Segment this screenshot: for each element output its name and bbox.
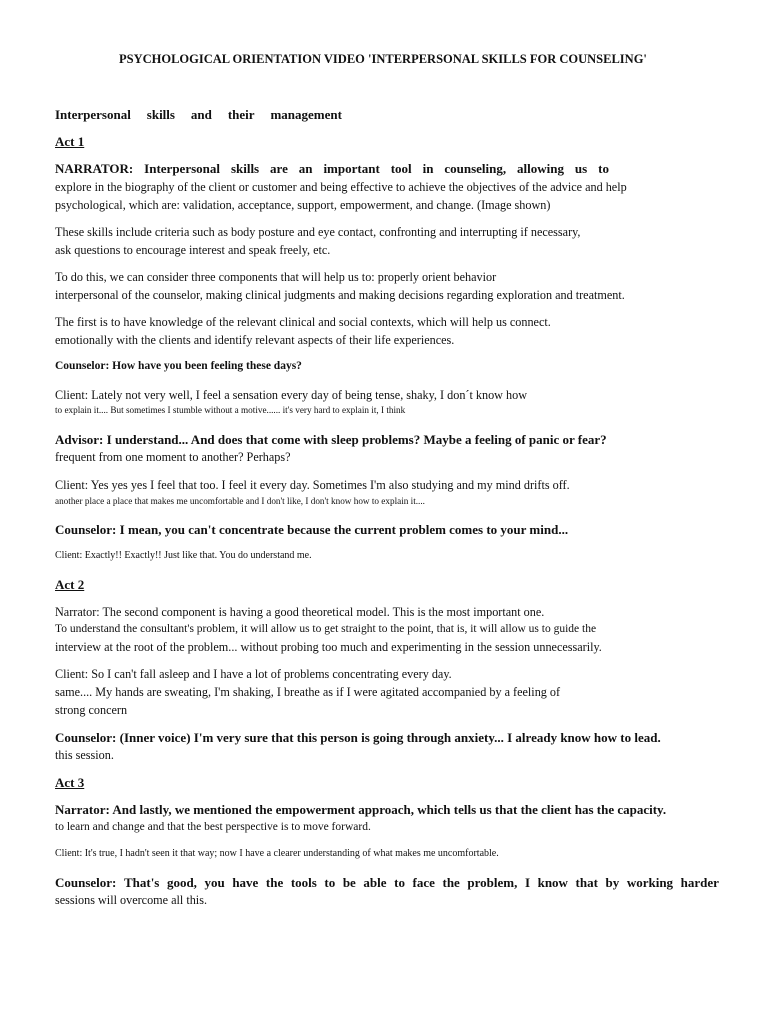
paragraph-line: The first is to have knowledge of the relevant clinical and social contexts, which will help us connect. bbox=[55, 315, 551, 329]
document-title: PSYCHOLOGICAL ORIENTATION VIDEO 'INTERPERSONAL SKILLS FOR COUNSELING' bbox=[119, 52, 647, 66]
client-line: same.... My hands are sweating, I'm shaking, I breathe as if I were agitated accompanied by a feeling of bbox=[55, 685, 561, 699]
counselor-final-line: Counselor: That's good, you have the tools to be able to face the problem, I know that by working harder bbox=[55, 875, 719, 890]
client-line: Client: It's true, I hadn't seen it that way; now I have a clearer understanding of what makes me uncomfortable. bbox=[55, 848, 499, 859]
client-line: another place a place that makes me uncomfortable and I don't like, I don't know how to explain it.... bbox=[55, 496, 425, 506]
act-2-label: Act 2 bbox=[55, 577, 85, 592]
paragraph-line: to learn and change and that the best perspective is to move forward. bbox=[55, 821, 371, 833]
advisor-line: Advisor: I understand... And does that come with sleep problems? Maybe a feeling of panic or fear? bbox=[55, 432, 607, 447]
paragraph-line: emotionally with the clients and identify relevant aspects of their life experiences. bbox=[55, 333, 455, 347]
narrator-line: Narrator: And lastly, we mentioned the empowerment approach, which tells us that the client has the capacity. bbox=[55, 802, 667, 817]
paragraph-line: interpersonal of the counselor, making clinical judgments and making decisions regarding exploration and treatment. bbox=[55, 288, 625, 302]
act-1-label: Act 1 bbox=[55, 134, 85, 149]
counselor-line: this session. bbox=[55, 748, 114, 762]
counselor-line: Counselor: How have you been feeling these days? bbox=[55, 360, 302, 372]
paragraph-line: interview at the root of the problem... without probing too much and experimenting in the session unnecessarily. bbox=[55, 640, 602, 654]
paragraph-line: psychological, which are: validation, acceptance, support, empowerment, and change. (Image shown) bbox=[55, 198, 551, 212]
client-line: to explain it.... But sometimes I stumble without a motive...... it's very hard to explain it, I think bbox=[55, 405, 406, 415]
counselor-line: Counselor: I mean, you can't concentrate because the current problem comes to your mind... bbox=[55, 522, 569, 537]
client-line: Client: Lately not very well, I feel a sensation every day of being tense, shaky, I don´t know how bbox=[55, 388, 528, 402]
narrator-line: Narrator: The second component is having a good theoretical model. This is the most important one. bbox=[55, 605, 545, 619]
act-3-label: Act 3 bbox=[55, 775, 85, 790]
paragraph-line: explore in the biography of the client or customer and being effective to achieve the objectives of the advice and help bbox=[55, 180, 627, 194]
paragraph-line: To understand the consultant's problem, it will allow us to get straight to the point, that is, it will allow us to guide the bbox=[55, 623, 597, 635]
narrator-intro-line: NARRATOR: Interpersonal skills are an important tool in counseling, allowing us to bbox=[55, 161, 609, 176]
section-heading: Interpersonal skills and their management bbox=[55, 107, 342, 122]
paragraph-line: ask questions to encourage interest and speak freely, etc. bbox=[55, 243, 331, 257]
counselor-line: sessions will overcome all this. bbox=[55, 893, 207, 907]
counselor-line: Counselor: (Inner voice) I'm very sure that this person is going through anxiety... I already know how to lead. bbox=[55, 730, 661, 745]
client-line: strong concern bbox=[55, 703, 128, 717]
paragraph-line: To do this, we can consider three components that will help us to: properly orient behavior bbox=[55, 270, 497, 284]
advisor-line: frequent from one moment to another? Perhaps? bbox=[55, 450, 291, 464]
client-line: Client: So I can't fall asleep and I have a lot of problems concentrating every day. bbox=[55, 667, 452, 681]
paragraph-line: These skills include criteria such as body posture and eye contact, confronting and interrupting if necessary, bbox=[55, 225, 581, 239]
client-line: Client: Yes yes yes I feel that too. I feel it every day. Sometimes I'm also studying and my mind drifts off. bbox=[55, 478, 570, 492]
client-line: Client: Exactly!! Exactly!! Just like that. You do understand me. bbox=[55, 550, 312, 561]
